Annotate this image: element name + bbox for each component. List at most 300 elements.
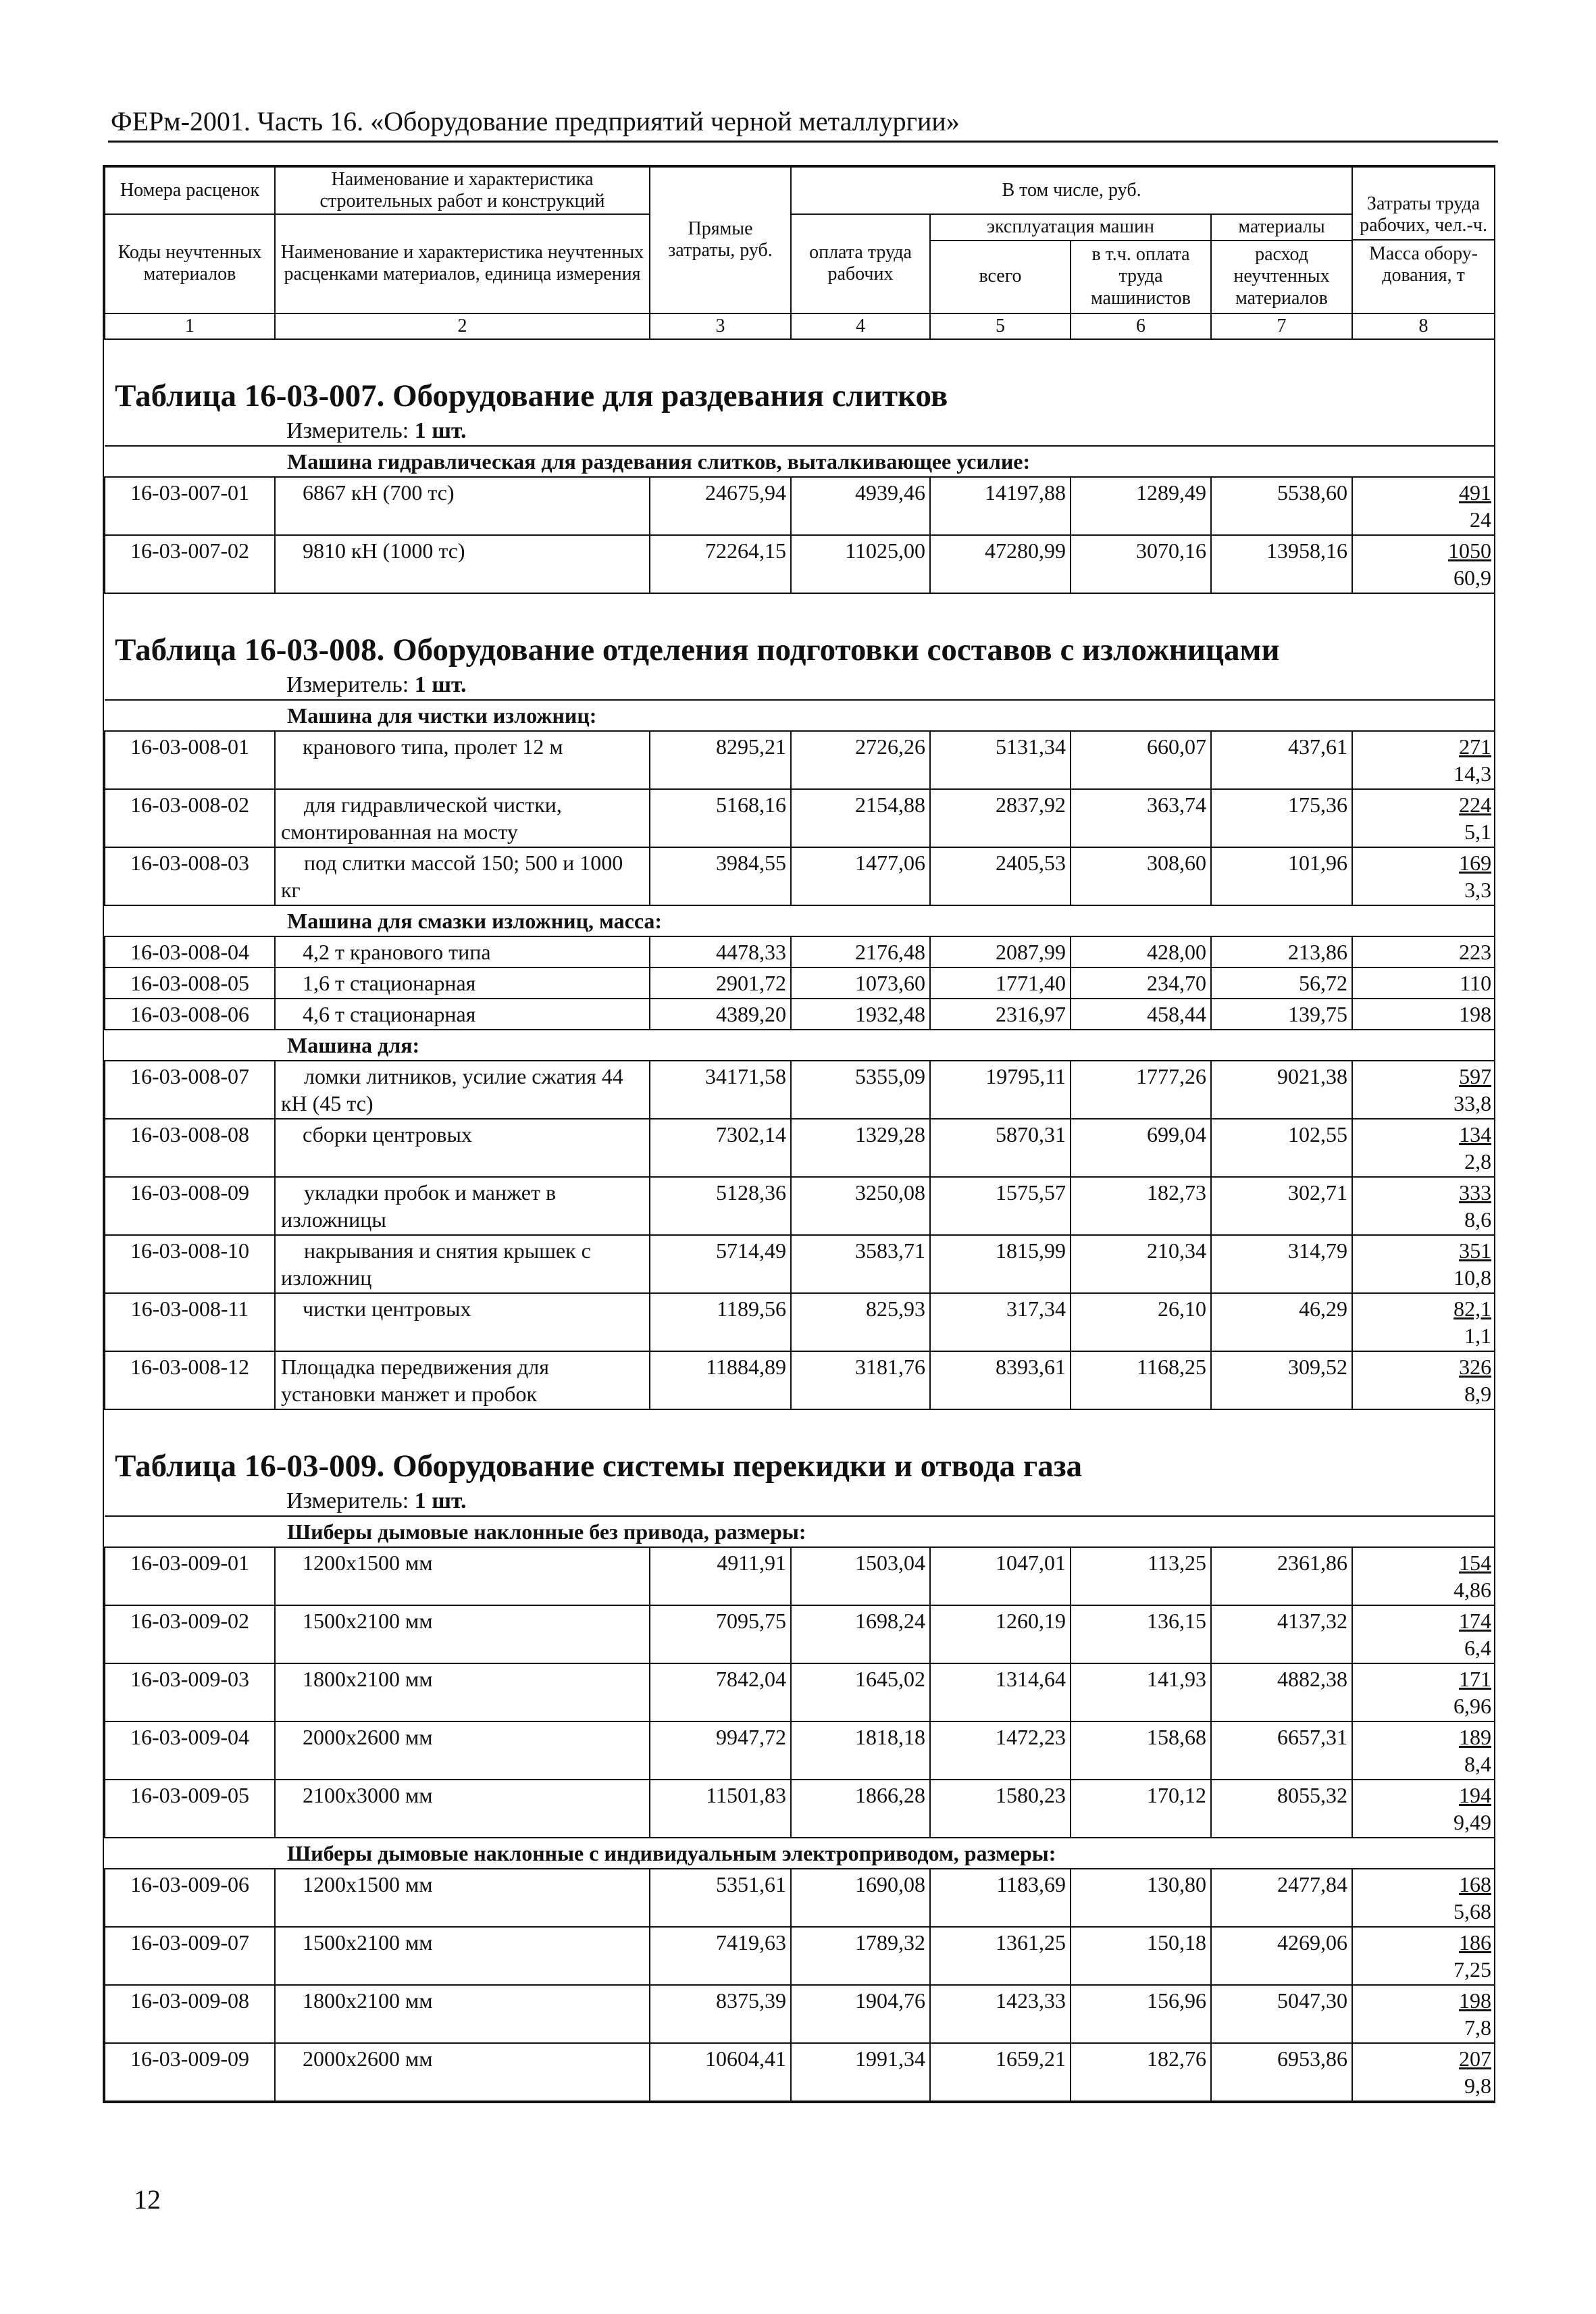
equipment-mass: 7,8 (1464, 2015, 1492, 2040)
rate-description: 4,2 т кранового типа (275, 936, 650, 967)
machine-cost: 19795,11 (930, 1061, 1071, 1119)
equipment-mass: 9,8 (1464, 2073, 1492, 2098)
table-row (105, 847, 1495, 905)
labor-hours: 326 (1459, 1354, 1492, 1379)
rate-table (104, 699, 1495, 1410)
worker-pay: 11025,00 (791, 535, 930, 593)
measure-value: 1 шт. (414, 418, 467, 443)
labor-mass-cell (1352, 1663, 1495, 1721)
table-row (105, 967, 1495, 999)
worker-pay: 2176,48 (791, 936, 930, 967)
labor-mass-cell (1352, 1721, 1495, 1780)
rate-code: 16-03-008-06 (105, 999, 275, 1030)
direct-cost: 11501,83 (650, 1780, 791, 1838)
header-labor-hours: Затраты труда рабочих, чел.-ч. (1353, 191, 1494, 241)
table-title: Таблица 16-03-008. Оборудование отделения подготовки составов с изложницами (115, 632, 1280, 668)
material-cost: 9021,38 (1211, 1061, 1352, 1119)
table-row (105, 1119, 1495, 1177)
labor-hours: 171 (1459, 1666, 1492, 1691)
worker-pay: 3181,76 (791, 1351, 930, 1409)
labor-mass-cell (1352, 999, 1495, 1030)
section-heading-row (105, 1838, 1495, 1869)
section-heading: Машина для: (105, 1030, 1495, 1061)
material-cost: 46,29 (1211, 1293, 1352, 1351)
operator-pay: 210,34 (1071, 1235, 1211, 1293)
header-machine-operation: эксплуатация машин (930, 214, 1211, 240)
table-row (105, 1927, 1495, 1985)
worker-pay: 4939,46 (791, 477, 930, 535)
material-cost: 8055,32 (1211, 1780, 1352, 1838)
header-machines-total: всего (930, 241, 1071, 313)
labor-mass-cell (1352, 1235, 1495, 1293)
rate-code: 16-03-009-05 (105, 1780, 275, 1838)
rate-description: 6867 кН (700 тс) (275, 477, 650, 535)
worker-pay: 1932,48 (791, 999, 930, 1030)
worker-pay: 1789,32 (791, 1927, 930, 1985)
rate-code: 16-03-008-10 (105, 1235, 275, 1293)
labor-hours: 1050 (1448, 538, 1492, 563)
operator-pay: 1777,26 (1071, 1061, 1211, 1119)
section-heading-row (105, 1516, 1495, 1547)
equipment-mass: 7,25 (1453, 1957, 1492, 1982)
machine-cost: 1580,23 (930, 1780, 1071, 1838)
header-material-usage: расход неучтенных материалов (1211, 241, 1352, 313)
operator-pay: 3070,16 (1071, 535, 1211, 593)
machine-cost: 1815,99 (930, 1235, 1071, 1293)
material-cost: 4137,32 (1211, 1605, 1352, 1663)
operator-pay: 699,04 (1071, 1119, 1211, 1177)
machine-cost: 2405,53 (930, 847, 1071, 905)
material-cost: 13958,16 (1211, 535, 1352, 593)
worker-pay: 3583,71 (791, 1235, 930, 1293)
machine-cost: 1423,33 (930, 1985, 1071, 2043)
operator-pay: 150,18 (1071, 1927, 1211, 1985)
measure-label: Измеритель: (286, 1488, 415, 1513)
measure-line (104, 672, 1494, 699)
machine-cost: 2837,92 (930, 789, 1071, 847)
material-cost: 213,86 (1211, 936, 1352, 967)
equipment-mass: 24 (1470, 507, 1492, 532)
labor-hours: 491 (1459, 480, 1492, 505)
table-row (105, 1293, 1495, 1351)
table-row (105, 789, 1495, 847)
column-number: 7 (1211, 313, 1352, 339)
material-cost: 5538,60 (1211, 477, 1352, 535)
worker-pay: 1503,04 (791, 1547, 930, 1605)
equipment-mass: 9,49 (1453, 1809, 1492, 1834)
labor-mass-cell (1352, 1927, 1495, 1985)
header-work-name: Наименование и характеристика строительных работ и конструкций (275, 167, 650, 214)
labor-mass-cell (1352, 1605, 1495, 1663)
worker-pay: 5355,09 (791, 1061, 930, 1119)
material-cost: 314,79 (1211, 1235, 1352, 1293)
column-number-row (105, 313, 1495, 339)
labor-mass-cell (1352, 967, 1495, 999)
table-row (105, 1605, 1495, 1663)
section-heading: Машина для чистки изложниц: (105, 700, 1495, 731)
operator-pay: 130,80 (1071, 1869, 1211, 1927)
equipment-mass: 8,4 (1464, 1751, 1492, 1776)
header-material-codes: Коды неучтенных материалов (105, 214, 275, 313)
measure-line (104, 418, 1494, 445)
material-cost: 302,71 (1211, 1177, 1352, 1235)
material-cost: 4882,38 (1211, 1663, 1352, 1721)
header-equipment-mass: Масса обору-дования, т (1368, 243, 1478, 286)
machine-cost: 1047,01 (930, 1547, 1071, 1605)
direct-cost: 24675,94 (650, 477, 791, 535)
section-heading: Машина для смазки изложниц, масса: (105, 905, 1495, 936)
operator-pay: 141,93 (1071, 1663, 1211, 1721)
column-number: 1 (105, 313, 275, 339)
worker-pay: 825,93 (791, 1293, 930, 1351)
operator-pay: 363,74 (1071, 789, 1211, 847)
rate-description: Площадка передвижения для установки манжет и пробок (275, 1351, 650, 1409)
labor-hours: 189 (1459, 1724, 1492, 1749)
labor-hours: 224 (1459, 792, 1492, 817)
page-header: ФЕРм-2001. Часть 16. «Оборудование предприятий черной металлургии» (111, 106, 960, 136)
rate-description: под слитки массой 150; 500 и 1000 кг (275, 847, 650, 905)
labor-hours: 168 (1459, 1871, 1492, 1896)
rate-description: кранового типа, пролет 12 м (275, 731, 650, 789)
direct-cost: 7842,04 (650, 1663, 791, 1721)
labor-hours: 223 (1459, 939, 1492, 964)
equipment-mass: 4,86 (1453, 1577, 1492, 1602)
worker-pay: 2154,88 (791, 789, 930, 847)
rate-code: 16-03-009-09 (105, 2043, 275, 2101)
rate-description: 1200х1500 мм (275, 1869, 650, 1927)
equipment-mass: 14,3 (1453, 761, 1492, 786)
rate-code: 16-03-008-05 (105, 967, 275, 999)
measure-label: Измеритель: (286, 672, 415, 697)
labor-mass-cell (1352, 789, 1495, 847)
material-cost: 4269,06 (1211, 1927, 1352, 1985)
material-cost: 139,75 (1211, 999, 1352, 1030)
table-row (105, 1985, 1495, 2043)
rate-code: 16-03-007-01 (105, 477, 275, 535)
operator-pay: 26,10 (1071, 1293, 1211, 1351)
direct-cost: 34171,58 (650, 1061, 791, 1119)
material-cost: 2361,86 (1211, 1547, 1352, 1605)
table-row (105, 1869, 1495, 1927)
labor-hours: 198 (1459, 1001, 1492, 1026)
section-heading-row (105, 700, 1495, 731)
column-number: 3 (650, 313, 791, 339)
operator-pay: 182,76 (1071, 2043, 1211, 2101)
equipment-mass: 60,9 (1453, 565, 1492, 590)
header-materials: материалы (1211, 214, 1352, 240)
equipment-mass: 33,8 (1453, 1090, 1492, 1115)
labor-mass-cell (1352, 1547, 1495, 1605)
table-row (105, 1780, 1495, 1838)
machine-cost: 317,34 (930, 1293, 1071, 1351)
page-number: 12 (134, 2184, 161, 2215)
table-row (105, 1721, 1495, 1780)
rate-description: ломки литников, усилие сжатия 44 кН (45 тс) (275, 1061, 650, 1119)
machine-cost: 1314,64 (930, 1663, 1071, 1721)
rate-code: 16-03-008-03 (105, 847, 275, 905)
header-direct-costs: Прямые затраты, руб. (650, 167, 791, 313)
machine-cost: 5131,34 (930, 731, 1071, 789)
operator-pay: 458,44 (1071, 999, 1211, 1030)
rate-description: 1500х2100 мм (275, 1927, 650, 1985)
material-cost: 5047,30 (1211, 1985, 1352, 2043)
rate-code: 16-03-009-06 (105, 1869, 275, 1927)
material-cost: 437,61 (1211, 731, 1352, 789)
document-frame (103, 165, 1495, 2103)
rate-code: 16-03-008-11 (105, 1293, 275, 1351)
column-header-table (104, 166, 1495, 340)
machine-cost: 1361,25 (930, 1927, 1071, 1985)
operator-pay: 158,68 (1071, 1721, 1211, 1780)
rate-description: сборки центровых (275, 1119, 650, 1177)
direct-cost: 3984,55 (650, 847, 791, 905)
labor-hours: 194 (1459, 1782, 1492, 1807)
direct-cost: 7419,63 (650, 1927, 791, 1985)
rate-description: 4,6 т стационарная (275, 999, 650, 1030)
direct-cost: 2901,72 (650, 967, 791, 999)
machine-cost: 1183,69 (930, 1869, 1071, 1927)
worker-pay: 2726,26 (791, 731, 930, 789)
worker-pay: 3250,08 (791, 1177, 930, 1235)
material-cost: 309,52 (1211, 1351, 1352, 1409)
section-heading: Шиберы дымовые наклонные без привода, размеры: (105, 1516, 1495, 1547)
table-row (105, 936, 1495, 967)
section-heading-row (105, 1030, 1495, 1061)
equipment-mass: 5,1 (1464, 819, 1492, 844)
operator-pay: 1168,25 (1071, 1351, 1211, 1409)
rate-code: 16-03-009-07 (105, 1927, 275, 1985)
worker-pay: 1645,02 (791, 1663, 930, 1721)
rate-description: 1,6 т стационарная (275, 967, 650, 999)
worker-pay: 1991,34 (791, 2043, 930, 2101)
rate-description: 1800х2100 мм (275, 1663, 650, 1721)
header-material-names: Наименование и характеристика неучтенных расценками материалов, единица измерения (275, 214, 650, 313)
machine-cost: 47280,99 (930, 535, 1071, 593)
column-number: 8 (1352, 313, 1495, 339)
rate-code: 16-03-009-03 (105, 1663, 275, 1721)
labor-mass-cell (1352, 1351, 1495, 1409)
measure-value: 1 шт. (414, 1488, 467, 1513)
labor-hours: 186 (1459, 1930, 1492, 1955)
equipment-mass: 8,6 (1464, 1207, 1492, 1232)
equipment-mass: 5,68 (1453, 1898, 1492, 1923)
direct-cost: 72264,15 (650, 535, 791, 593)
worker-pay: 1073,60 (791, 967, 930, 999)
machine-cost: 2316,97 (930, 999, 1071, 1030)
rate-code: 16-03-009-02 (105, 1605, 275, 1663)
labor-mass-cell (1352, 1177, 1495, 1235)
material-cost: 101,96 (1211, 847, 1352, 905)
labor-mass-cell (1352, 1780, 1495, 1838)
labor-mass-cell (1352, 936, 1495, 967)
material-cost: 6657,31 (1211, 1721, 1352, 1780)
operator-pay: 308,60 (1071, 847, 1211, 905)
rate-description: для гидравлической чистки, смонтированная на мосту (275, 789, 650, 847)
column-number: 2 (275, 313, 650, 339)
labor-hours: 198 (1459, 1988, 1492, 2013)
header-rate-numbers: Номера расценок (105, 167, 275, 214)
labor-mass-cell (1352, 1061, 1495, 1119)
worker-pay: 1477,06 (791, 847, 930, 905)
header-rule (108, 141, 1498, 143)
rate-description: 2000х2600 мм (275, 2043, 650, 2101)
labor-hours: 82,1 (1453, 1296, 1492, 1321)
worker-pay: 1866,28 (791, 1780, 930, 1838)
worker-pay: 1690,08 (791, 1869, 930, 1927)
rate-code: 16-03-009-08 (105, 1985, 275, 2043)
labor-hours: 174 (1459, 1608, 1492, 1633)
labor-mass-cell (1352, 1293, 1495, 1351)
direct-cost: 7095,75 (650, 1605, 791, 1663)
operator-pay: 136,15 (1071, 1605, 1211, 1663)
worker-pay: 1818,18 (791, 1721, 930, 1780)
column-number: 5 (930, 313, 1071, 339)
rate-description: 2100х3000 мм (275, 1780, 650, 1838)
material-cost: 2477,84 (1211, 1869, 1352, 1927)
operator-pay: 113,25 (1071, 1547, 1211, 1605)
table-title: Таблица 16-03-007. Оборудование для раздевания слитков (115, 378, 948, 413)
worker-pay: 1904,76 (791, 1985, 930, 2043)
measure-label: Измеритель: (286, 418, 415, 443)
labor-hours: 134 (1459, 1122, 1492, 1147)
labor-mass-cell (1352, 1119, 1495, 1177)
measure-line (104, 1488, 1494, 1515)
header-labor-mass (1352, 167, 1495, 313)
worker-pay: 1329,28 (791, 1119, 930, 1177)
machine-cost: 1260,19 (930, 1605, 1071, 1663)
table-row (105, 535, 1495, 593)
operator-pay: 182,73 (1071, 1177, 1211, 1235)
equipment-mass: 6,96 (1453, 1693, 1492, 1718)
operator-pay: 660,07 (1071, 731, 1211, 789)
labor-hours: 333 (1459, 1180, 1492, 1205)
machine-cost: 5870,31 (930, 1119, 1071, 1177)
direct-cost: 8375,39 (650, 1985, 791, 2043)
table-row (105, 1547, 1495, 1605)
header-operator-pay: в т.ч. оплата труда машинистов (1071, 241, 1211, 313)
equipment-mass: 8,9 (1464, 1381, 1492, 1406)
machine-cost: 1659,21 (930, 2043, 1071, 2101)
direct-cost: 5128,36 (650, 1177, 791, 1235)
rate-table (104, 445, 1495, 594)
machine-cost: 1575,57 (930, 1177, 1071, 1235)
rate-description: 1500х2100 мм (275, 1605, 650, 1663)
labor-hours: 207 (1459, 2046, 1492, 2071)
machine-cost: 1472,23 (930, 1721, 1071, 1780)
rate-code: 16-03-008-02 (105, 789, 275, 847)
rate-description: 9810 кН (1000 тс) (275, 535, 650, 593)
labor-hours: 154 (1459, 1550, 1492, 1575)
labor-hours: 110 (1460, 970, 1492, 995)
header-including: В том числе, руб. (791, 167, 1352, 214)
table-row (105, 1235, 1495, 1293)
direct-cost: 10604,41 (650, 2043, 791, 2101)
rate-code: 16-03-009-04 (105, 1721, 275, 1780)
material-cost: 6953,86 (1211, 2043, 1352, 2101)
labor-mass-cell (1352, 2043, 1495, 2101)
labor-hours: 169 (1459, 850, 1492, 875)
rate-code: 16-03-008-08 (105, 1119, 275, 1177)
material-cost: 175,36 (1211, 789, 1352, 847)
rate-code: 16-03-008-09 (105, 1177, 275, 1235)
table-title: Таблица 16-03-009. Оборудование системы перекидки и отвода газа (115, 1448, 1083, 1484)
machine-cost: 1771,40 (930, 967, 1071, 999)
direct-cost: 5168,16 (650, 789, 791, 847)
direct-cost: 7302,14 (650, 1119, 791, 1177)
table-row (105, 999, 1495, 1030)
rate-code: 16-03-007-02 (105, 535, 275, 593)
labor-mass-cell (1352, 731, 1495, 789)
table-row (105, 1351, 1495, 1409)
material-cost: 56,72 (1211, 967, 1352, 999)
rate-description: чистки центровых (275, 1293, 650, 1351)
equipment-mass: 6,4 (1464, 1635, 1492, 1660)
machine-cost: 2087,99 (930, 936, 1071, 967)
rate-description: накрывания и снятия крышек с изложниц (275, 1235, 650, 1293)
operator-pay: 156,96 (1071, 1985, 1211, 2043)
labor-hours: 271 (1459, 734, 1492, 759)
rate-code: 16-03-008-12 (105, 1351, 275, 1409)
operator-pay: 1289,49 (1071, 477, 1211, 535)
labor-hours: 351 (1459, 1238, 1492, 1263)
header-worker-pay: оплата труда рабочих (791, 214, 930, 313)
section-heading: Шиберы дымовые наклонные с индивидуальным электроприводом, размеры: (105, 1838, 1495, 1869)
rate-code: 16-03-008-07 (105, 1061, 275, 1119)
operator-pay: 234,70 (1071, 967, 1211, 999)
section-heading-row (105, 905, 1495, 936)
worker-pay: 1698,24 (791, 1605, 930, 1663)
rate-description: 2000х2600 мм (275, 1721, 650, 1780)
machine-cost: 14197,88 (930, 477, 1071, 535)
direct-cost: 11884,89 (650, 1351, 791, 1409)
rate-description: 1800х2100 мм (275, 1985, 650, 2043)
table-row (105, 1177, 1495, 1235)
section-heading: Машина гидравлическая для раздевания слитков, выталкивающее усилие: (105, 446, 1495, 477)
table-row (105, 2043, 1495, 2101)
rate-code: 16-03-008-04 (105, 936, 275, 967)
direct-cost: 5351,61 (650, 1869, 791, 1927)
table-row (105, 731, 1495, 789)
labor-mass-cell (1352, 1985, 1495, 2043)
rate-description: укладки пробок и манжет в изложницы (275, 1177, 650, 1235)
rate-description: 1200х1500 мм (275, 1547, 650, 1605)
section-heading-row (105, 446, 1495, 477)
direct-cost: 9947,72 (650, 1721, 791, 1780)
labor-mass-cell (1352, 477, 1495, 535)
table-row (105, 1663, 1495, 1721)
equipment-mass: 2,8 (1464, 1149, 1492, 1174)
rate-code: 16-03-009-01 (105, 1547, 275, 1605)
direct-cost: 5714,49 (650, 1235, 791, 1293)
labor-mass-cell (1352, 535, 1495, 593)
direct-cost: 4911,91 (650, 1547, 791, 1605)
operator-pay: 170,12 (1071, 1780, 1211, 1838)
equipment-mass: 10,8 (1453, 1265, 1492, 1290)
measure-value: 1 шт. (414, 672, 467, 697)
direct-cost: 4389,20 (650, 999, 791, 1030)
direct-cost: 4478,33 (650, 936, 791, 967)
labor-hours: 597 (1459, 1063, 1492, 1088)
equipment-mass: 3,3 (1464, 877, 1492, 902)
table-row (105, 1061, 1495, 1119)
operator-pay: 428,00 (1071, 936, 1211, 967)
machine-cost: 8393,61 (930, 1351, 1071, 1409)
direct-cost: 8295,21 (650, 731, 791, 789)
direct-cost: 1189,56 (650, 1293, 791, 1351)
labor-mass-cell (1352, 847, 1495, 905)
equipment-mass: 1,1 (1464, 1323, 1492, 1348)
table-row (105, 477, 1495, 535)
